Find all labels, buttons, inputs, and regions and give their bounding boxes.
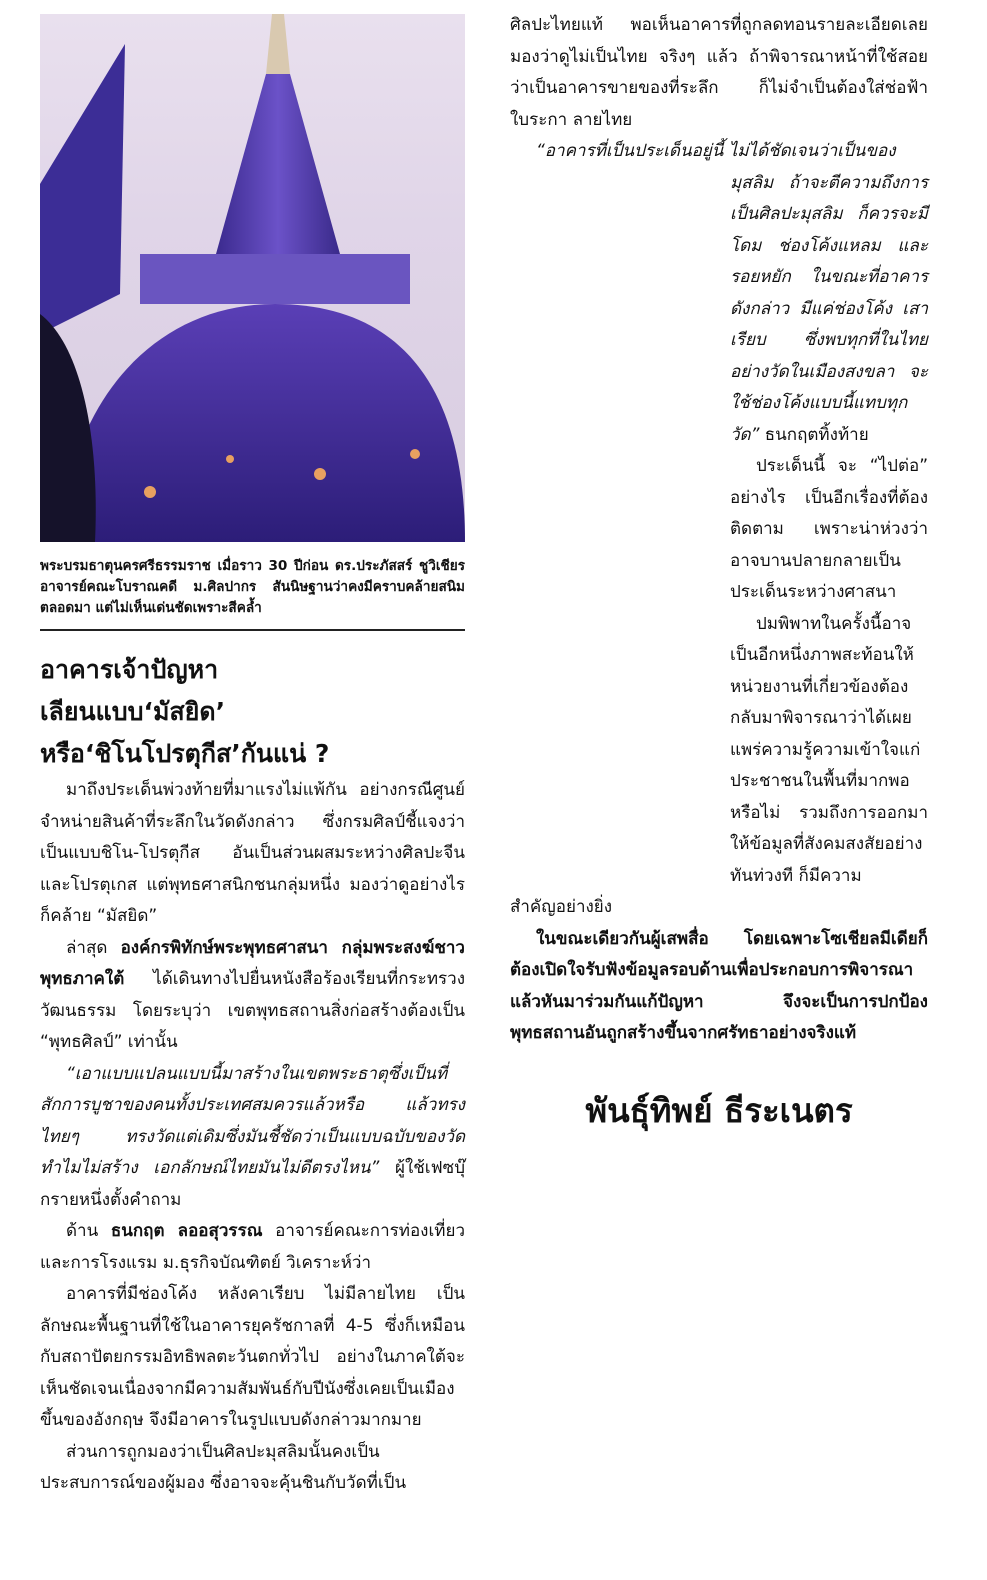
left-column xyxy=(40,14,465,1500)
organization-name: องค์กรพิทักษ์พระพุทธศาสนา กลุ่มพระสงฆ์ชาวพุทธภาคใต้ xyxy=(40,937,465,989)
right-paragraph-4: ปมพิพาทในครั้งนี้อาจเป็นอีกหนึ่งภาพสะท้อนให้หน่วยงานที่เกี่ยวข้องต้องกลับมาพิจารณาว่าได้เผยแพร่ความรู้ความเข้าใจแก่ประชาชนในพื้นที่มากพอหรือไม่ รวมถึงการออกมาให้ข้อมูลที่สังคมสงสัยอย่างทันท่วงที ก็มีความ xyxy=(730,613,928,886)
author-byline: พันธุ์ทิพย์ ธีระเนตร xyxy=(585,1090,853,1130)
article-headline xyxy=(40,649,465,775)
lamp-icon xyxy=(144,486,156,498)
spire-body xyxy=(216,74,340,254)
right-quote-line-1: “อาคารที่เป็นประเด็นอยู่นี้ ไม่ได้ชัดเจนว่าเป็นของ xyxy=(536,141,896,161)
facebook-quote: “เอาแบบแปลนแบบนี้มาสร้างในเขตพระธาตุซึ่งเป็นที่สักการบูชาของคนทั้งประเทศสมควรแล้วหรือ แล้วทรงไทยๆ ทรงวัดแต่เดิมซึ่งมันชี้ชัดว่าเป็นแบบฉบับของวัด ทำไมไม่สร้าง เอกลักษณ์ไทยมันไม่ดีตรงไหน” xyxy=(40,1063,465,1178)
lamp-icon xyxy=(410,449,420,459)
right-paragraph-3: ประเด็นนี้ จะ “ไปต่อ” อย่างไร เป็นอีกเรื่องที่ต้องติดตาม เพราะน่าห่วงว่าอาจบานปลายกลายเป็นประเด็นระหว่างศาสนา xyxy=(730,456,928,602)
lamp-icon xyxy=(314,468,326,480)
stupa-illustration xyxy=(40,14,465,542)
expert-name: ธนกฤต ลออสุวรรณ xyxy=(110,1221,263,1241)
right-paragraph-1: ศิลปะไทยแท้ พอเห็นอาคารที่ถูกลดทอนรายละเอียดเลยมองว่าดูไม่เป็นไทย จริงๆ แล้ว ถ้าพิจารณาหน้าที่ใช้สอยว่าเป็นอาคารขายของที่ระลึก ก็ไม่จำเป็นต้องใส่ช่อฟ้า ใบระกา ลายไทย xyxy=(510,15,928,130)
stupa-base-tier xyxy=(140,254,410,304)
headline-line-1: อาคารเจ้าปัญหา xyxy=(40,655,219,684)
stupa-dome xyxy=(60,304,465,542)
spire-tip xyxy=(266,14,290,74)
foreground-shadow xyxy=(40,314,96,542)
right-column xyxy=(510,10,928,1137)
left-paragraph-5: อาคารที่มีช่องโค้ง หลังคาเรียบ ไม่มีลายไทย เป็นลักษณะพื้นฐานที่ใช้ในอาคารยุครัชกาลที่ 4-5 ซึ่งก็เหมือนกับสถาปัตยกรรมอิทธิพลตะวันตกทั่วไป อย่างในภาคใต้จะเห็นชัดเจนเนื่องจากมีความสัมพันธ์กับปีนังซึ่งเคยเป็นเมืองขึ้นของอังกฤษ จึงมีอาคารในรูปแบบดังกล่าวมากมาย xyxy=(40,1284,465,1430)
photo-caption: พระบรมธาตุนครศรีธรรมราช เมื่อราว 30 ปีก่อน ดร.ประภัสสร์ ชูวิเชียร อาจารย์คณะโบราณคดี ม.ศิลปากร สันนิษฐานว่าคงมีคราบคล้ายสนิมตลอดมา แต่ไม่เห็นเด่นชัดเพราะสีคล้ำ xyxy=(40,556,465,631)
left-paragraph-4: ด้าน ธนกฤต ลออสุวรรณ อาจารย์คณะการท่องเที่ยวและการโรงแรม ม.ธุรกิจบัณฑิตย์ วิเคราะห์ว่า xyxy=(40,1221,465,1273)
left-paragraph-1: มาถึงประเด็นพ่วงท้ายที่มาแรงไม่แพ้กัน อย่างกรณีศูนย์จำหน่ายสินค้าที่ระลึกในวัดดังกล่าว ซึ่งกรมศิลป์ชี้แจงว่าเป็นแบบชิโน-โปรตุกีส อันเป็นส่วนผสมระหว่างศิลปะจีนและโปรตุเกส แต่พุทธศาสนิกชนกลุ่มหนึ่ง มองว่าดูอย่างไรก็คล้าย “มัสยิด” xyxy=(40,780,465,926)
left-paragraph-6: ส่วนการถูกมองว่าเป็นศิลปะมุสลิมนั้นคงเป็นประสบการณ์ของผู้มอง ซึ่งอาจจะคุ้นชินกับวัดที่เป็น xyxy=(40,1441,407,1493)
headline-line-3: หรือ‘ชิโนโปรตุกีส’กันแน่ ? xyxy=(40,739,330,768)
flag-shape xyxy=(40,44,125,334)
left-quote-paragraph: “เอาแบบแปลนแบบนี้มาสร้างในเขตพระธาตุซึ่งเป็นที่สักการบูชาของคนทั้งประเทศสมควรแล้วหรือ แล้วทรงไทยๆ ทรงวัดแต่เดิมซึ่งมันชี้ชัดว่าเป็นแบบฉบับของวัด ทำไมไม่สร้าง เอกลักษณ์ไทยมันไม่ดีตรงไหน” ผู้ใช้เฟซบุ๊กรายหนึ่งตั้งคำถาม xyxy=(40,1063,465,1210)
headline-line-2: เลียนแบบ‘มัสยิด’ xyxy=(40,697,226,726)
right-paragraph-5: ในขณะเดียวกันผู้เสพสื่อ โดยเฉพาะโซเชียลมีเดียก็ต้องเปิดใจรับฟังข้อมูลรอบด้านเพื่อประกอบการพิจารณา แล้วหันมาร่วมกันแก้ปัญหา จึงจะเป็นการปกป้องพุทธสถานอันถูกสร้างขึ้นจากศรัทธาอย่างจริงแท้ xyxy=(510,928,928,1043)
left-paragraph-2: ล่าสุด องค์กรพิทักษ์พระพุทธศาสนา กลุ่มพระสงฆ์ชาวพุทธภาคใต้ ได้เดินทางไปยื่นหนังสือร้องเรียนที่กระทรวงวัฒนธรรม โดยระบุว่า เขตพุทธสถานสิ่งก่อสร้างต้องเป็น “พุทธศิลป์” เท่านั้น xyxy=(40,937,465,1052)
stupa-photo xyxy=(40,14,465,542)
right-paragraph-4-tail: สำคัญอย่างยิ่ง xyxy=(510,897,613,917)
right-quote-body: มุสลิม ถ้าจะตีความถึงการเป็นศิลปะมุสลิม ก็ควรจะมีโดม ช่องโค้งแหลม และรอยหยัก ในขณะที่อาคารดังกล่าว มีแค่ช่องโค้ง เสาเรียบ ซึ่งพบทุกที่ในไทย อย่างวัดในเมืองสงขลา จะใช้ช่องโค้งแบบนี้แทบทุกวัด” ธนกฤตทิ้งท้าย xyxy=(730,172,928,445)
lamp-icon xyxy=(226,455,234,463)
